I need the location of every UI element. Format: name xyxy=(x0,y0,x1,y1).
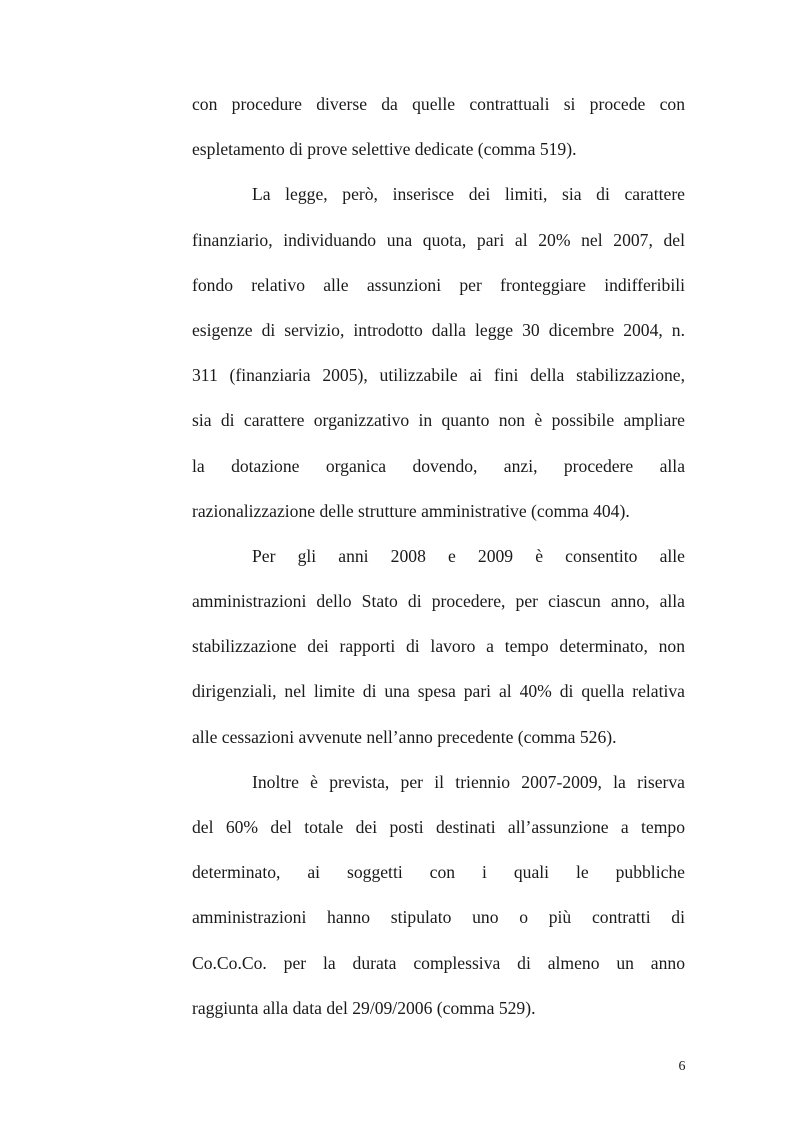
document-body xyxy=(192,82,685,1031)
text-line: raggiunta alla data del 29/09/2006 (comma 529). xyxy=(192,997,536,1018)
text-line: 311 (finanziaria 2005), utilizzabile ai fini della stabilizzazione, xyxy=(192,365,685,386)
text-line: Co.Co.Co. per la durata complessiva di almeno un anno xyxy=(192,952,685,973)
text-line: fondo relativo alle assunzioni per fronteggiare indifferibili xyxy=(192,274,685,295)
page-number: 6 xyxy=(678,1059,686,1074)
text-line: Inoltre è prevista, per il triennio 2007-2009, la riserva xyxy=(252,771,685,792)
paragraph xyxy=(192,172,685,534)
text-line: amministrazioni dello Stato di procedere, per ciascun anno, alla xyxy=(192,591,685,612)
text-line: espletamento di prove selettive dedicate (comma 519). xyxy=(192,139,577,160)
text-line: sia di carattere organizzativo in quanto non è possibile ampliare xyxy=(192,410,685,431)
text-line: alle cessazioni avvenute nell’anno precedente (comma 526). xyxy=(192,726,617,747)
text-line: Per gli anni 2008 e 2009 è consentito alle xyxy=(252,545,685,566)
text-line: con procedure diverse da quelle contrattuali si procede con xyxy=(192,94,685,114)
text-line: La legge, però, inserisce dei limiti, sia di carattere xyxy=(252,184,685,205)
paragraph xyxy=(192,82,685,172)
text-line: la dotazione organica dovendo, anzi, procedere alla xyxy=(192,455,685,476)
text-line: stabilizzazione dei rapporti di lavoro a tempo determinato, non xyxy=(192,636,685,657)
text-line: razionalizzazione delle strutture amministrative (comma 404). xyxy=(192,500,630,521)
text-line: dirigenziali, nel limite di una spesa pari al 40% di quella relativa xyxy=(192,681,685,702)
paragraph xyxy=(192,760,685,1031)
text-line: del 60% del totale dei posti destinati all’assunzione a tempo xyxy=(192,817,685,837)
text-line: finanziario, individuando una quota, pari al 20% nel 2007, del xyxy=(192,229,685,250)
text-line: amministrazioni hanno stipulato uno o più contratti di xyxy=(192,907,685,928)
text-line: determinato, ai soggetti con i quali le pubbliche xyxy=(192,862,685,883)
paragraph xyxy=(192,534,685,760)
text-line: esigenze di servizio, introdotto dalla legge 30 dicembre 2004, n. xyxy=(192,319,685,340)
